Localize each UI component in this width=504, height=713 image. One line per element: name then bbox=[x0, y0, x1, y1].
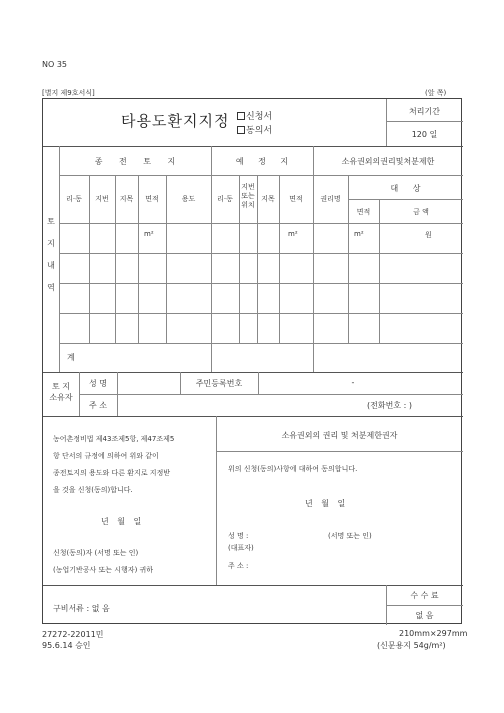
sheet-note: (앞 쪽) bbox=[425, 89, 447, 97]
col-right-name: 권리명 bbox=[320, 195, 341, 203]
previous-land-header: 종 전 토 지 bbox=[94, 157, 176, 166]
owner-label: 토 지 소유자 bbox=[49, 382, 73, 402]
col-planned-lot: 지번 또는 위치 bbox=[241, 183, 255, 209]
col-planned-village: 리·동 bbox=[217, 195, 233, 203]
rights-holder-sign: (서명 또는 인) bbox=[328, 532, 372, 540]
rights-holder-statement: 위의 신청(동의)사항에 대하여 동의합니다. bbox=[228, 465, 358, 473]
rights-header: 소유권외의권리및처분제한 bbox=[341, 157, 435, 166]
total-label: 계 bbox=[67, 353, 75, 362]
processing-period-value: 120 일 bbox=[411, 130, 438, 139]
owner-address-label: 주 소 bbox=[89, 401, 107, 410]
processing-period-label: 처리기간 bbox=[409, 107, 440, 116]
declaration-date: 년 월 일 bbox=[101, 517, 142, 526]
col-planned-category: 지목 bbox=[261, 195, 275, 203]
applicant-signature: 신청(동의)자 (서명 또는 인) bbox=[53, 549, 139, 557]
unit-before-area: m² bbox=[144, 230, 154, 238]
unit-target-area: m² bbox=[354, 230, 364, 238]
resident-number-label: 주민등록번호 bbox=[195, 379, 243, 388]
planned-land-header: 예 정 지 bbox=[235, 157, 289, 166]
col-before-category: 지목 bbox=[119, 195, 134, 203]
unit-planned-area: m² bbox=[288, 230, 298, 238]
unit-target-amount: 원 bbox=[425, 231, 432, 239]
attachments: 구비서류 : 없 음 bbox=[53, 604, 110, 613]
col-before-use: 용도 bbox=[181, 195, 196, 203]
col-before-village: 리·동 bbox=[66, 195, 82, 203]
col-before-area: 면적 bbox=[145, 195, 159, 203]
option-consent: 동의서 bbox=[237, 123, 272, 136]
rights-holder-date: 년 월 일 bbox=[305, 499, 346, 508]
form-tag: [별지 제9호서식] bbox=[42, 89, 95, 97]
fee-value: 없 음 bbox=[415, 611, 434, 620]
rights-holder-name: 성 명 : bbox=[228, 532, 249, 540]
document-number: NO 35 bbox=[42, 60, 68, 69]
addressee: (농업기반공사 또는 시행자) 귀하 bbox=[53, 566, 154, 574]
land-details-side-label: 토 지 내 역 bbox=[47, 217, 55, 292]
paper-spec: (신문용지 54g/m²) bbox=[377, 641, 446, 650]
owner-name-label: 성 명 bbox=[89, 379, 107, 388]
paper-size: 210mm×297mm bbox=[399, 629, 468, 638]
apply-checkbox[interactable] bbox=[237, 112, 245, 120]
col-target-amount: 금 액 bbox=[413, 208, 429, 216]
declaration-text: 농어촌정비법 제43조제5항, 제47조제5 항 단서의 규정에 의하여 위와 같이 종전토지의 용도와 다른 환지로 지정받 을 것을 신청(동의)합니다. bbox=[53, 435, 175, 494]
fee-label: 수 수 료 bbox=[410, 591, 439, 600]
rights-holder-address: 주 소 : bbox=[228, 562, 249, 570]
application-form bbox=[42, 98, 462, 624]
target-header: 대 상 bbox=[390, 184, 421, 193]
approval-date: 95.6.14 승인 bbox=[42, 641, 91, 650]
col-planned-area: 면적 bbox=[289, 195, 303, 203]
option-apply: 신청서 bbox=[237, 109, 272, 122]
form-code: 27272-22011민 bbox=[42, 630, 104, 639]
resident-number-value: - bbox=[351, 378, 355, 387]
consent-checkbox[interactable] bbox=[237, 126, 245, 134]
rights-holder-header: 소유권외의 권리 및 처분제한권자 bbox=[281, 431, 398, 440]
col-before-lot: 지번 bbox=[95, 195, 109, 203]
col-target-area: 면적 bbox=[356, 208, 371, 216]
phone-label: (전화번호 : ) bbox=[367, 401, 412, 410]
form-title: 타용도환지지정 bbox=[121, 112, 230, 130]
rights-holder-rep: (대표자) bbox=[228, 544, 254, 552]
